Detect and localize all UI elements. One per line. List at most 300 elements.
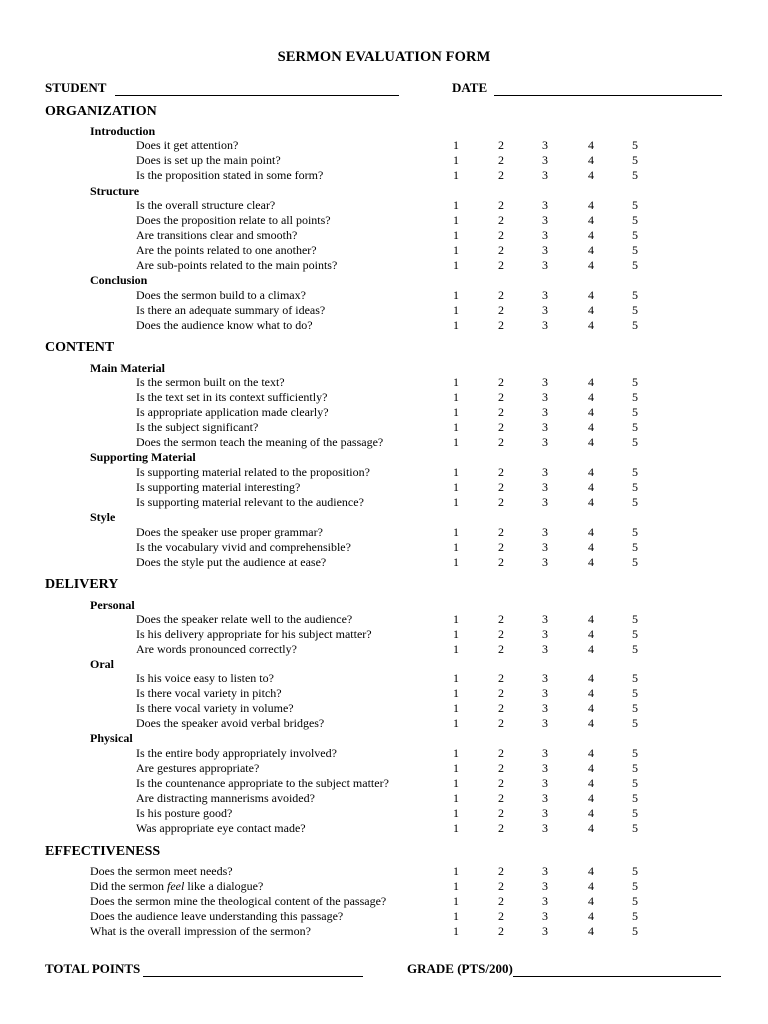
rating-4[interactable]: 4 xyxy=(588,555,594,569)
question-row xyxy=(0,405,768,420)
rating-2[interactable]: 2 xyxy=(498,318,504,332)
rating-2[interactable]: 2 xyxy=(498,525,504,539)
rating-1[interactable]: 1 xyxy=(453,864,459,878)
rating-5[interactable]: 5 xyxy=(632,435,638,449)
rating-3[interactable]: 3 xyxy=(542,864,548,878)
rating-1[interactable]: 1 xyxy=(453,894,459,908)
rating-4[interactable]: 4 xyxy=(588,879,594,893)
rating-2[interactable]: 2 xyxy=(498,138,504,152)
question-row xyxy=(0,791,768,806)
rating-5[interactable]: 5 xyxy=(632,671,638,685)
rating-5[interactable]: 5 xyxy=(632,390,638,404)
question-text: Did the sermon feel like a dialogue? xyxy=(90,879,264,893)
rating-4[interactable]: 4 xyxy=(588,791,594,805)
question-row xyxy=(0,627,768,642)
rating-1[interactable]: 1 xyxy=(453,138,459,152)
rating-2[interactable]: 2 xyxy=(498,894,504,908)
rating-2[interactable]: 2 xyxy=(498,761,504,775)
rating-3[interactable]: 3 xyxy=(542,390,548,404)
question-row xyxy=(0,288,768,303)
rating-4[interactable]: 4 xyxy=(588,258,594,272)
rating-2[interactable]: 2 xyxy=(498,198,504,212)
rating-4[interactable]: 4 xyxy=(588,864,594,878)
question-row xyxy=(0,894,768,909)
question-text: Is his posture good? xyxy=(136,806,233,820)
rating-1[interactable]: 1 xyxy=(453,746,459,760)
rating-3[interactable]: 3 xyxy=(542,318,548,332)
rating-4[interactable]: 4 xyxy=(588,806,594,820)
rating-2[interactable]: 2 xyxy=(498,420,504,434)
rating-3[interactable]: 3 xyxy=(542,555,548,569)
question-row xyxy=(0,686,768,701)
rating-1[interactable]: 1 xyxy=(453,243,459,257)
rating-1[interactable]: 1 xyxy=(453,806,459,820)
rating-2[interactable]: 2 xyxy=(498,435,504,449)
rating-5[interactable]: 5 xyxy=(632,495,638,509)
rating-4[interactable]: 4 xyxy=(588,375,594,389)
emphasis-text: feel xyxy=(167,879,185,893)
section-title: ORGANIZATION xyxy=(45,104,157,119)
rating-3[interactable]: 3 xyxy=(542,153,548,167)
form-title: SERMON EVALUATION FORM xyxy=(277,49,491,65)
date-field[interactable] xyxy=(452,81,722,95)
group-title: Personal xyxy=(90,598,135,612)
rating-3[interactable]: 3 xyxy=(542,776,548,790)
rating-3[interactable]: 3 xyxy=(542,909,548,923)
question-text: Are distracting mannerisms avoided? xyxy=(136,791,315,805)
question-text: Was appropriate eye contact made? xyxy=(136,821,306,835)
rating-1[interactable]: 1 xyxy=(453,495,459,509)
rating-1[interactable]: 1 xyxy=(453,198,459,212)
question-text: Is the vocabulary vivid and comprehensible? xyxy=(136,540,351,554)
rating-5[interactable]: 5 xyxy=(632,746,638,760)
student-field[interactable] xyxy=(45,81,399,95)
rating-2[interactable]: 2 xyxy=(498,243,504,257)
rating-5[interactable]: 5 xyxy=(632,864,638,878)
question-text: Is his delivery appropriate for his subject matter? xyxy=(136,627,372,641)
rating-5[interactable]: 5 xyxy=(632,894,638,908)
rating-2[interactable]: 2 xyxy=(498,716,504,730)
rating-4[interactable]: 4 xyxy=(588,288,594,302)
rating-4[interactable]: 4 xyxy=(588,495,594,509)
question-text: Is there an adequate summary of ideas? xyxy=(136,303,326,317)
rating-4[interactable]: 4 xyxy=(588,420,594,434)
rating-1[interactable]: 1 xyxy=(453,776,459,790)
rating-2[interactable]: 2 xyxy=(498,153,504,167)
rating-4[interactable]: 4 xyxy=(588,627,594,641)
rating-5[interactable]: 5 xyxy=(632,258,638,272)
rating-4[interactable]: 4 xyxy=(588,540,594,554)
rating-4[interactable]: 4 xyxy=(588,318,594,332)
question-text: Does the speaker use proper grammar? xyxy=(136,525,323,539)
rating-2[interactable]: 2 xyxy=(498,213,504,227)
rating-5[interactable]: 5 xyxy=(632,701,638,715)
question-text: Are sub-points related to the main points? xyxy=(136,258,338,272)
question-text: Is supporting material relevant to the audience? xyxy=(136,495,364,509)
rating-2[interactable]: 2 xyxy=(498,642,504,656)
question-row xyxy=(0,525,768,540)
question-row xyxy=(0,821,768,836)
question-text: Is there vocal variety in pitch? xyxy=(136,686,282,700)
question-text: Does the sermon build to a climax? xyxy=(136,288,306,302)
rating-4[interactable]: 4 xyxy=(588,701,594,715)
rating-5[interactable]: 5 xyxy=(632,465,638,479)
question-text: Is the text set in its context sufficiently? xyxy=(136,390,328,404)
rating-1[interactable]: 1 xyxy=(453,671,459,685)
rating-3[interactable]: 3 xyxy=(542,791,548,805)
rating-1[interactable]: 1 xyxy=(453,375,459,389)
question-row xyxy=(0,138,768,153)
rating-5[interactable]: 5 xyxy=(632,686,638,700)
question-row xyxy=(0,612,768,627)
rating-3[interactable]: 3 xyxy=(542,480,548,494)
student-label: STUDENT xyxy=(45,80,107,95)
rating-3[interactable]: 3 xyxy=(542,228,548,242)
rating-1[interactable]: 1 xyxy=(453,642,459,656)
rating-3[interactable]: 3 xyxy=(542,924,548,938)
rating-3[interactable]: 3 xyxy=(542,243,548,257)
question-text: Is his voice easy to listen to? xyxy=(136,671,274,685)
question-row xyxy=(0,701,768,716)
question-row xyxy=(0,243,768,258)
question-row xyxy=(0,435,768,450)
rating-5[interactable]: 5 xyxy=(632,612,638,626)
rating-2[interactable]: 2 xyxy=(498,480,504,494)
rating-3[interactable]: 3 xyxy=(542,375,548,389)
rating-1[interactable]: 1 xyxy=(453,465,459,479)
rating-3[interactable]: 3 xyxy=(542,612,548,626)
rating-4[interactable]: 4 xyxy=(588,612,594,626)
rating-3[interactable]: 3 xyxy=(542,435,548,449)
rating-5[interactable]: 5 xyxy=(632,821,638,835)
rating-1[interactable]: 1 xyxy=(453,627,459,641)
rating-5[interactable]: 5 xyxy=(632,761,638,775)
group-title: Style xyxy=(90,510,116,524)
rating-1[interactable]: 1 xyxy=(453,420,459,434)
question-row xyxy=(0,540,768,555)
rating-3[interactable]: 3 xyxy=(542,198,548,212)
rating-4[interactable]: 4 xyxy=(588,686,594,700)
rating-1[interactable]: 1 xyxy=(453,701,459,715)
question-row xyxy=(0,480,768,495)
student-line[interactable] xyxy=(115,95,399,96)
rating-3[interactable]: 3 xyxy=(542,642,548,656)
section-title: CONTENT xyxy=(45,340,115,355)
rating-3[interactable]: 3 xyxy=(542,465,548,479)
rating-3[interactable]: 3 xyxy=(542,701,548,715)
rating-4[interactable]: 4 xyxy=(588,168,594,182)
rating-2[interactable]: 2 xyxy=(498,540,504,554)
question-row xyxy=(0,213,768,228)
question-text: Are words pronounced correctly? xyxy=(136,642,297,656)
rating-5[interactable]: 5 xyxy=(632,540,638,554)
question-row xyxy=(0,153,768,168)
rating-3[interactable]: 3 xyxy=(542,746,548,760)
rating-3[interactable]: 3 xyxy=(542,716,548,730)
rating-4[interactable]: 4 xyxy=(588,480,594,494)
question-text: Does the sermon meet needs? xyxy=(90,864,233,878)
rating-2[interactable]: 2 xyxy=(498,746,504,760)
rating-3[interactable]: 3 xyxy=(542,288,548,302)
rating-3[interactable]: 3 xyxy=(542,405,548,419)
question-row xyxy=(0,746,768,761)
rating-5[interactable]: 5 xyxy=(632,243,638,257)
rating-4[interactable]: 4 xyxy=(588,465,594,479)
rating-5[interactable]: 5 xyxy=(632,642,638,656)
rating-4[interactable]: 4 xyxy=(588,303,594,317)
rating-4[interactable]: 4 xyxy=(588,198,594,212)
rating-1[interactable]: 1 xyxy=(453,612,459,626)
rating-4[interactable]: 4 xyxy=(588,138,594,152)
rating-1[interactable]: 1 xyxy=(453,435,459,449)
group-title: Oral xyxy=(90,657,114,671)
rating-5[interactable]: 5 xyxy=(632,288,638,302)
question-text: Is there vocal variety in volume? xyxy=(136,701,294,715)
rating-2[interactable]: 2 xyxy=(498,627,504,641)
rating-2[interactable]: 2 xyxy=(498,555,504,569)
rating-4[interactable]: 4 xyxy=(588,213,594,227)
rating-5[interactable]: 5 xyxy=(632,716,638,730)
rating-5[interactable]: 5 xyxy=(632,213,638,227)
rating-2[interactable]: 2 xyxy=(498,495,504,509)
rating-1[interactable]: 1 xyxy=(453,228,459,242)
rating-5[interactable]: 5 xyxy=(632,198,638,212)
grade-label: GRADE (PTS/200) xyxy=(407,961,513,976)
rating-4[interactable]: 4 xyxy=(588,671,594,685)
rating-5[interactable]: 5 xyxy=(632,480,638,494)
question-row xyxy=(0,258,768,273)
section-title: EFFECTIVENESS xyxy=(45,844,161,859)
rating-1[interactable]: 1 xyxy=(453,303,459,317)
rating-3[interactable]: 3 xyxy=(542,806,548,820)
question-row xyxy=(0,465,768,480)
question-text: Does the sermon mine the theological content of the passage? xyxy=(90,894,387,908)
rating-2[interactable]: 2 xyxy=(498,879,504,893)
rating-1[interactable]: 1 xyxy=(453,153,459,167)
question-row xyxy=(0,642,768,657)
rating-5[interactable]: 5 xyxy=(632,405,638,419)
rating-3[interactable]: 3 xyxy=(542,258,548,272)
group-title: Supporting Material xyxy=(90,450,196,464)
question-row xyxy=(0,303,768,318)
rating-4[interactable]: 4 xyxy=(588,821,594,835)
rating-1[interactable]: 1 xyxy=(453,258,459,272)
question-row xyxy=(0,375,768,390)
question-row xyxy=(0,909,768,924)
question-text: Is the countenance appropriate to the subject matter? xyxy=(136,776,389,790)
rating-2[interactable]: 2 xyxy=(498,864,504,878)
question-text: Is the entire body appropriately involved? xyxy=(136,746,337,760)
rating-3[interactable]: 3 xyxy=(542,303,548,317)
question-text: Does the audience leave understanding this passage? xyxy=(90,909,344,923)
question-text: Does the style put the audience at ease? xyxy=(136,555,327,569)
rating-1[interactable]: 1 xyxy=(453,390,459,404)
rating-5[interactable]: 5 xyxy=(632,776,638,790)
rating-5[interactable]: 5 xyxy=(632,555,638,569)
rating-2[interactable]: 2 xyxy=(498,924,504,938)
rating-4[interactable]: 4 xyxy=(588,761,594,775)
rating-2[interactable]: 2 xyxy=(498,405,504,419)
rating-2[interactable]: 2 xyxy=(498,701,504,715)
question-row xyxy=(0,168,768,183)
question-text: Does the audience know what to do? xyxy=(136,318,313,332)
rating-1[interactable]: 1 xyxy=(453,761,459,775)
date-line[interactable] xyxy=(494,95,722,96)
rating-1[interactable]: 1 xyxy=(453,909,459,923)
rating-3[interactable]: 3 xyxy=(542,879,548,893)
rating-4[interactable]: 4 xyxy=(588,909,594,923)
rating-4[interactable]: 4 xyxy=(588,243,594,257)
grade-line[interactable] xyxy=(513,976,721,977)
question-row xyxy=(0,228,768,243)
question-row xyxy=(0,555,768,570)
rating-4[interactable]: 4 xyxy=(588,746,594,760)
rating-1[interactable]: 1 xyxy=(453,716,459,730)
rating-1[interactable]: 1 xyxy=(453,288,459,302)
rating-3[interactable]: 3 xyxy=(542,761,548,775)
question-text: Is appropriate application made clearly? xyxy=(136,405,329,419)
rating-1[interactable]: 1 xyxy=(453,480,459,494)
rating-2[interactable]: 2 xyxy=(498,686,504,700)
rating-4[interactable]: 4 xyxy=(588,435,594,449)
rating-3[interactable]: 3 xyxy=(542,686,548,700)
rating-1[interactable]: 1 xyxy=(453,213,459,227)
rating-5[interactable]: 5 xyxy=(632,228,638,242)
rating-1[interactable]: 1 xyxy=(453,924,459,938)
rating-5[interactable]: 5 xyxy=(632,168,638,182)
rating-5[interactable]: 5 xyxy=(632,153,638,167)
question-row xyxy=(0,864,768,879)
rating-3[interactable]: 3 xyxy=(542,420,548,434)
question-text: Are transitions clear and smooth? xyxy=(136,228,298,242)
rating-4[interactable]: 4 xyxy=(588,716,594,730)
question-row xyxy=(0,806,768,821)
rating-2[interactable]: 2 xyxy=(498,776,504,790)
rating-3[interactable]: 3 xyxy=(542,627,548,641)
rating-5[interactable]: 5 xyxy=(632,924,638,938)
rating-3[interactable]: 3 xyxy=(542,138,548,152)
rating-5[interactable]: 5 xyxy=(632,420,638,434)
rating-4[interactable]: 4 xyxy=(588,390,594,404)
rating-4[interactable]: 4 xyxy=(588,525,594,539)
question-text: Is supporting material related to the proposition? xyxy=(136,465,370,479)
question-row xyxy=(0,420,768,435)
question-row xyxy=(0,318,768,333)
rating-5[interactable]: 5 xyxy=(632,879,638,893)
question-row xyxy=(0,879,768,894)
question-row xyxy=(0,716,768,731)
rating-3[interactable]: 3 xyxy=(542,168,548,182)
rating-2[interactable]: 2 xyxy=(498,258,504,272)
rating-5[interactable]: 5 xyxy=(632,303,638,317)
rating-3[interactable]: 3 xyxy=(542,540,548,554)
rating-3[interactable]: 3 xyxy=(542,671,548,685)
rating-5[interactable]: 5 xyxy=(632,806,638,820)
rating-1[interactable]: 1 xyxy=(453,540,459,554)
rating-2[interactable]: 2 xyxy=(498,288,504,302)
question-text: Does the sermon teach the meaning of the passage? xyxy=(136,435,384,449)
rating-5[interactable]: 5 xyxy=(632,318,638,332)
rating-2[interactable]: 2 xyxy=(498,375,504,389)
rating-4[interactable]: 4 xyxy=(588,405,594,419)
question-text: Does is set up the main point? xyxy=(136,153,281,167)
rating-5[interactable]: 5 xyxy=(632,791,638,805)
rating-3[interactable]: 3 xyxy=(542,495,548,509)
rating-1[interactable]: 1 xyxy=(453,525,459,539)
rating-4[interactable]: 4 xyxy=(588,153,594,167)
rating-1[interactable]: 1 xyxy=(453,168,459,182)
rating-1[interactable]: 1 xyxy=(453,555,459,569)
rating-4[interactable]: 4 xyxy=(588,228,594,242)
question-text: Does the proposition relate to all points? xyxy=(136,213,331,227)
question-text: Is the overall structure clear? xyxy=(136,198,276,212)
rating-5[interactable]: 5 xyxy=(632,525,638,539)
rating-2[interactable]: 2 xyxy=(498,821,504,835)
question-row xyxy=(0,390,768,405)
total-points-label: TOTAL POINTS xyxy=(45,961,141,976)
rating-1[interactable]: 1 xyxy=(453,405,459,419)
question-text: What is the overall impression of the sermon? xyxy=(90,924,311,938)
rating-4[interactable]: 4 xyxy=(588,924,594,938)
group-title: Conclusion xyxy=(90,273,148,287)
group-title: Introduction xyxy=(90,124,156,138)
question-row xyxy=(0,671,768,686)
rating-5[interactable]: 5 xyxy=(632,909,638,923)
total-points-field[interactable] xyxy=(45,962,363,976)
group-title: Physical xyxy=(90,731,133,745)
rating-2[interactable]: 2 xyxy=(498,671,504,685)
question-text: Does the speaker avoid verbal bridges? xyxy=(136,716,325,730)
question-text: Is the sermon built on the text? xyxy=(136,375,285,389)
question-text: Does it get attention? xyxy=(136,138,239,152)
question-row xyxy=(0,776,768,791)
question-text: Are the points related to one another? xyxy=(136,243,317,257)
rating-1[interactable]: 1 xyxy=(453,791,459,805)
rating-5[interactable]: 5 xyxy=(632,138,638,152)
rating-1[interactable]: 1 xyxy=(453,879,459,893)
rating-2[interactable]: 2 xyxy=(498,168,504,182)
rating-5[interactable]: 5 xyxy=(632,375,638,389)
rating-2[interactable]: 2 xyxy=(498,806,504,820)
date-label: DATE xyxy=(452,80,488,95)
rating-3[interactable]: 3 xyxy=(542,821,548,835)
rating-2[interactable]: 2 xyxy=(498,612,504,626)
rating-4[interactable]: 4 xyxy=(588,776,594,790)
rating-1[interactable]: 1 xyxy=(453,821,459,835)
rating-2[interactable]: 2 xyxy=(498,791,504,805)
question-row xyxy=(0,198,768,213)
question-text: Is supporting material interesting? xyxy=(136,480,301,494)
rating-2[interactable]: 2 xyxy=(498,303,504,317)
rating-2[interactable]: 2 xyxy=(498,465,504,479)
rating-3[interactable]: 3 xyxy=(542,213,548,227)
rating-5[interactable]: 5 xyxy=(632,627,638,641)
rating-3[interactable]: 3 xyxy=(542,525,548,539)
group-title: Structure xyxy=(90,184,140,198)
total-points-line[interactable] xyxy=(143,976,363,977)
rating-4[interactable]: 4 xyxy=(588,642,594,656)
rating-2[interactable]: 2 xyxy=(498,228,504,242)
question-row xyxy=(0,495,768,510)
rating-1[interactable]: 1 xyxy=(453,318,459,332)
rating-2[interactable]: 2 xyxy=(498,909,504,923)
grade-field[interactable] xyxy=(407,962,721,976)
rating-4[interactable]: 4 xyxy=(588,894,594,908)
rating-2[interactable]: 2 xyxy=(498,390,504,404)
rating-3[interactable]: 3 xyxy=(542,894,548,908)
rating-1[interactable]: 1 xyxy=(453,686,459,700)
group-title: Main Material xyxy=(90,361,165,375)
